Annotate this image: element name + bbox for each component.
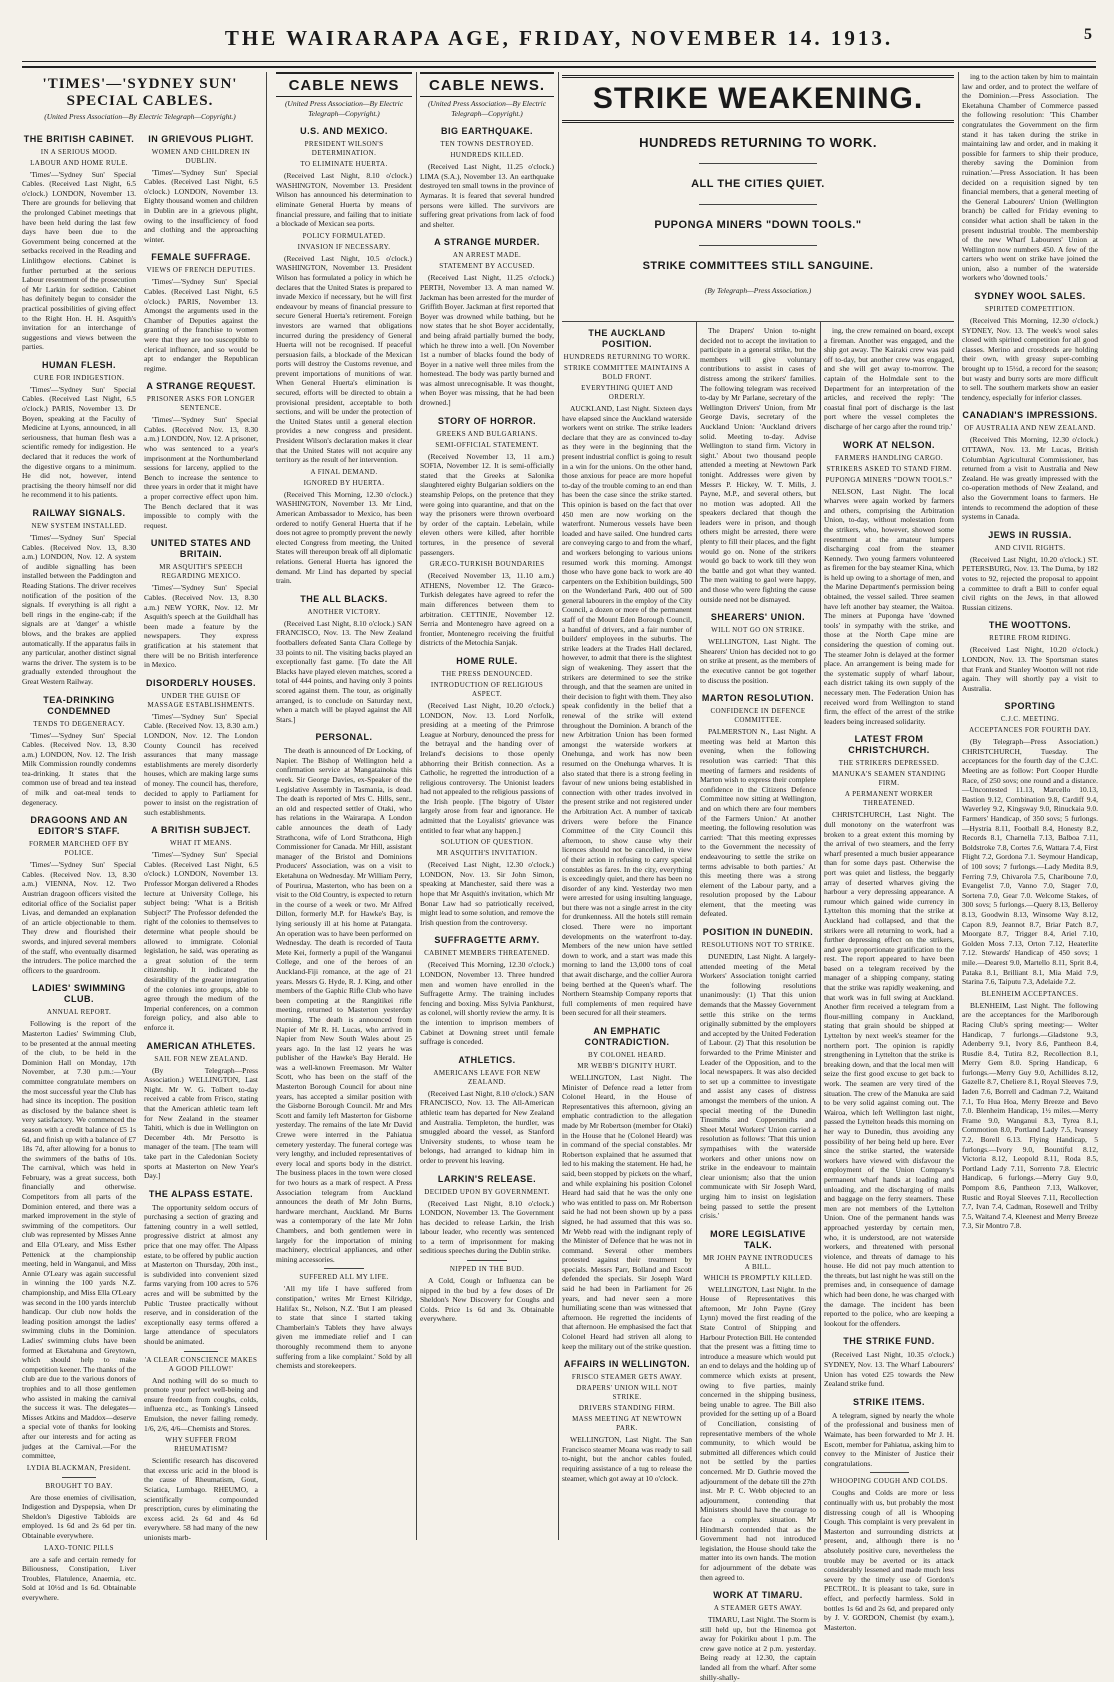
article-body: WELLINGTON, Last Night. The Minister of Defence read a letter from Colonel Heard, in the House of Representatives this afternoon, giving an emphatic contradiction to the allegation made by Mr Robertson (member for Otaki) in the House that he (Colonel Heard) was in command of the special constables. Mr Robertson explained that he assumed that led to his making the statement. He had, he said, been stopped by pickets on the wharf, and while explaining his position Colonel Heard had said that he was the only one who was entitled to pass on. Mr Robertson said he had not been shown up by a pass signed, he had assumed that this was so. Mr Webb read with the indignant reply of the Minister of Defence that he was not in command. Several other members protested against their treatment by specials. Messrs Parr, Bolland and Escott defended the specials. Sir Joseph Ward said he had been in Parliament for 26 years, and had never seen a more humiliating scene than was witnessed that afternoon. He regretted the incidents of that afternoon. He emphasised the fact that Colonel Heard had striven all along to keep the military out of the strike question. [562,1073,692,1351]
article-headline: CANADIAN'S IMPRESSIONS. [962,410,1098,421]
article-headline: STORY OF HORROR. [437,415,537,426]
article-body: 'Times'—'Sydney Sun' Special Cable. (Received Nov. 13, 8.30 a.m.) LONDON, Nov. 12. The London County Council has received assurances that many massage establishments are merely disorderly houses, which are making large sums of money. The council has, therefore, decided to apply to Parliament for power to insist on the registration of such establishments. [144,711,258,817]
article-headline: RAILWAY SIGNALS. [32,508,126,518]
credit-line: (United Press Association—By Electric Telegraph—Copyright.) [44,112,236,121]
article-body: (Received Last Night, 12.30 o'clock.) LONDON, Nov. 13. Sir John Simon, speaking at Manchester, said there was a hope that Mr Asquith's invitation, which Mr Bonar Law had so patriotically received, might lead to some solution, and remove the Irish question from the controversy. [420,860,554,927]
divider [699,245,817,246]
article-subhead: BLENHEIM ACCEPTANCES. [981,989,1079,998]
article-subhead: MR ASQUITH'S INVITATION. [436,849,538,858]
article-headline: ATHLETICS. [458,1054,516,1065]
article-headline: POSITION IN DUNEDIN. [702,927,814,938]
article-subhead: EVERYTHING QUIET AND ORDERLY. [581,384,673,401]
twin-columns [22,126,258,1606]
article-subhead: POLICY FORMULATED. [302,231,386,240]
article-subhead: NEW SYSTEM INSTALLED. [31,522,127,530]
section-header: 'TIMES'—'SYDNEY SUN' SPECIAL CABLES. [42,76,238,109]
article-subhead: C.J.C. MEETING. [1000,715,1060,724]
article-headline: A BRITISH SUBJECT. [151,825,251,836]
article-subhead: RESOLUTIONS NOT TO STRIKE. [701,941,815,950]
section-header: CABLE NEWS [276,72,412,97]
strike-title: STRIKE WEAKENING. [592,82,924,115]
article-headline: UNITED STATES AND BRITAIN. [150,538,252,560]
article-subhead: FRISCO STEAMER GETS AWAY. [571,1373,683,1382]
article-body: (Received Last Night, 8.10 o'clock.) SAN FRANCISCO, Nov. 13. The All-American athletic team has departed for New Zealand and Australia. Templeton, the hurdler, was smuggled aboard the vessel, as Stanford University students, to whose team he belongs, had arranged to kidnap him in order to prevent his leaving. [420,1088,554,1165]
article-subhead: PRISONER ASKS FOR LONGER SENTENCE. [146,395,256,413]
section-header: CABLE NEWS. [420,72,554,97]
article-subhead: MANUKA'S SEAMEN STANDING FIRM. [832,770,946,788]
article-subhead: CURE FOR INDIGESTION. [33,373,125,382]
article-subhead: FORMER MARCHED OFF BY POLICE. [28,840,129,858]
article-body: WELLINGTON, Last Night. The San Francisco steamer Moana was ready to sail to-night, but the anchor cables fouled, requiring assistance of a tug to release the steamer, which got away at 10 o'clock. [562,1435,692,1483]
divider [62,1477,96,1478]
article-headline: U.S. AND MEXICO. [300,126,388,137]
article-subhead: IGNORED BY HUERTA. [303,478,385,487]
article-headline: SPORTING [1004,701,1056,712]
credit-line: (United Press Association—By Electric Telegraph—Copyright.) [427,99,547,118]
article-subhead: CONFIDENCE IN DEFENCE COMMITTEE. [710,707,806,725]
article-body: (Received Last Night, 8.10 o'clock.) LONDON, November 13. The Government has decided to release Larkin, the Irish labour leader, who recently was sentenced to a term of imprisonment for making seditious speeches during the Dublin strike. [420,1198,554,1256]
article-subhead: BY COLONEL HEARD. [587,1051,667,1059]
article-body: WELLINGTON, Last Night. In the House of Representatives this afternoon, Mr John Payne (Grey Lynn) moved the first reading of the State Control of Shipping and Harbour Protection Bill. He contended that the present was a fitting time to introduce a measure which would put an end to delays and the holding up of commerce which exists at present, owing to five parties, mainly concerned in the shipping business, being unable to agree. The Bill also provided for the setting up of a Board of Conciliation, consisting of representative members of the whole community, to which would be submitted all differences which could not be settled by the parties concerned. Mr D. Guthrie moved the adjournment of the debate till the 27th inst. Mr P. C. Webb objected to an adjournment, contending that Ministers should have the courage to face a complex situation. Mr Hindmarsh contended that as the Government had not introduced legislation, the House should take the matter into its own hands. The motion for adjournment of the debate was then agreed to. [700,1284,817,1582]
ad-headline: 'A CLEAR CONSCIENCE MAKES A GOOD PILLOW!' [144,1355,258,1373]
article-body: AUCKLAND, Last Night. Sixteen days have elapsed since the Auckland waterside workers went on strike. The strike leaders declare that they are as convinced to-day as they were in the beginning that the present industrial conflict is going to result in a win for the unions. On the other hand, those anxious for peace are more hopeful to-day of the trouble coming to an end than has been the case since the strike started. This opinion is based on the fact that over 450 men are now working on the waterfront. Numerous vessels have been loaded and have sailed. One hundred carts are conveying cargo to and from the wharf, and workers belonging to various unions resumed work this morning. Amongst those who have gone back to work are 40 carpenters on the Exhibition buildings, 500 on the Wonderland Park, 400 out of 500 general labourers in the employ of the City Council, a dozen or more of the permanent staff of the Mount Eden Borough Council, a handful of drivers, and a fair number of builders' employees in the suburbs. The strike leaders at the Trades Hall declared, however, to admit that there is the slightest sign of weakening. They assert that the strikers are determined to see the strike through, and that the seamen are united in their decision to fight with them. They also speak confidently in the belief that a renewal of the strike will extend throughout the Dominion. A branch of the new Arbitration Union has been formed amongst the waterside workers at Onehunga, and work has now been resumed on the Onehunga wharves. It is also stated that there is a strong feeling in favour of new unions being established in connection with other trades involved in the present strike and not registered under the Arbitration Act. A number of taxicab drivers were before the Finance Committee of the City Council this afternoon, to show cause why their licences should not be cancelled, in view of their action in refusing to carry special constables as fares. In the city, everything is exceedingly quiet, and there has been no disorder of any kind. Yesterday two men were arrested for using insulting language, but there was not a single arrest in the city for drunkenness. All the hotels still remain closed. There were no important developments on the waterfront to-day. Members of the new union have settled down to work, and a start was made this morning to land the 13,000 tons of coal that await discharge, and the collier Aurora being berthed at the Queen's wharf. The Northern Steamship Company reports that full complements of men required have been secured for all their steamers. [562,404,692,1018]
ad-headline: BROUGHT TO BAY. [45,1481,113,1490]
article-subhead: TENDS TO DEGENERACY. [33,719,125,728]
article-signature: LYDIA BLACKMAN, President. [26,1463,132,1472]
article-body: 'Times'—'Sydney Sun' Special Cables. (Received Last Night, 6.5 o'clock.) PARIS, November 13. Amongst the arguments used in the Chamber of Deputies against the granting of the franchise to women were that they are too susceptible to clerical influence, and so would be apt to endanger the Republican regime. [144,277,258,373]
article-body: 'Times'—'Sydney Sun' Special Cables. (Received Nov. 13, 8.30 a.m.) LONDON, Nov. 12. A system of audible signalling has been installed between the Paddington and Reading Stations. The driver receives notification of the position of the signals. If everything is all right a bell rings in the engine-cab; if the signals are at 'danger' a whistle blows, and the brakes are applied automatically. If the apparatus fails in any particular, another distinct signal warns the driver. The system is to be gradually extended throughout the Great Western Railway. [22,533,136,686]
article-subhead: A STEAMER GETS AWAY. [713,1604,803,1613]
article-body: (Received Last Night, 10.5 o'clock.) WASHINGTON, November 13. President Wilson has formulated a policy in which he declares that the United States is prepared to invade Mexico if necessary, but he will first endeavour by means of financial pressure to secure General Huerta's retirement. Foreign investors are warned that obligations incurred during the presidency of General Huerta will not be recognised. If peaceful persuasion fails, a blockade of the Mexican ports will destroy the Customs revenue, and prevent importations of munitions of war. When General Huerta's elimination is secured, efforts will be directed to obtain a provisional president, acceptable to both sections, and will be under the protection of the United States until a general election provides a new congress and president. President Wilson's declaration makes it clear that the United States will not acquire any territory as the result of her intervention. [276,253,412,465]
divider [184,1351,218,1352]
article-body: (Received This Morning, 12.30 o'clock.) OTTAWA, Nov. 13. Mr Lucas, British Columbian Agricultural Commissioner, has returned from a visit to Australia and New Zealand. He was greatly impressed with the co-operation methods of New Zealand, and also the Government loans to farmers. He intends to recommend the adoption of these systems in Canada. [962,435,1098,522]
article-subhead: GRÆCO-TURKISH BOUNDARIES [429,560,545,569]
article-subhead: ANNUAL REPORT. [46,1008,112,1017]
article-body: PALMERSTON N., Last Night. A meeting was held at Marton this evening, when the following resolution was carried: 'That this meeting of farmers and residents of Marton wish to express their complete confidence in the Citizens Defence Committee now sitting at Wellington, and on which there are four members of the Farmers Union.' At another meeting, the following resolution was carried: 'That this meeting expresses to the Government the necessity of endeavouring to settle the strike on terms advisable to both parties.' At this meeting there was a strong element of the Labour party, and a resolution proposed by the Labour element, that the meeting was defeated. [700,727,816,919]
article-subhead: WILL NOT GO ON STRIKE. [711,626,805,635]
article-body: 'Times'—'Sydney Sun' Special Cables. (Received Last Night, 6.5 o'clock.) LONDON, November 13. Eighty thousand women and children in Dublin are in a grievous plight, owing to the insufficiency of food and clothing and the approaching winter. [144,167,258,244]
article-headline: BIG EARTHQUAKE. [440,126,533,137]
article-subhead: SOLUTION OF QUESTION. [440,838,534,847]
article-subhead: TEN TOWNS DESTROYED. [440,140,534,149]
divider [562,120,954,123]
article-headline: WORK AT NELSON. [843,439,935,450]
article-subhead: INVASION IF NECESSARY. [297,242,391,251]
page-number: 5 [1084,26,1092,43]
article-subhead: ACCEPTANCES FOR FOURTH DAY. [969,726,1091,735]
article-subhead: LABOUR AND HOME RULE. [30,158,128,167]
article-body: 'Times'—'Sydney Sun' Special Cables. (Received Nov. 13, 8.30 a.m.) LONDON, Nov. 12. A prisoner, who was sentenced to a year's imprisonment at the Northumberland sessions for larceny, applied to the Bench to increase the sentence to three years in order that it might have a proper corrective effect upon him. The Bench declared that it was impossible to comply with the request. [144,415,258,530]
article-subhead: ANOTHER VICTORY. [307,607,381,616]
article-subhead: AND CIVIL RIGHTS. [994,543,1066,552]
article-headline: THE ALL BLACKS. [300,593,388,604]
article-body: DUNEDIN, Last Night. A largely-attended meeting of the Metal Workers' Association tonight carried the following resolutions unanimously: (1) That this union demands that the Massey Government settle this strike on the terms originally submitted by the employers and accepted by the United Federation of Labour. (2) That this resolution be forwarded to the Prime Minister and Leader of the Opposition, and to the local newspapers. It was also decided to set up a committee to investigate and assist any cases of distress amongst the members of the union. A special meeting of the Dunedin Tinsmiths and Coppersmiths and Sheet Metal Workers' Union carried a resolution as follows: 'That this union sympathises with the waterside workers and other unions now on strike in the endeavour to maintain clear unionism; also that the union communicate with Sir Joseph Ward, urging him to insist on legislation being passed to settle the present crisis.' [700,952,816,1221]
column-rule [820,322,821,1540]
column-rule [958,72,959,1540]
article-subhead: SEMI-OFFICIAL STATEMENT. [435,440,539,449]
article-subhead: AMERICANS LEAVE FOR NEW ZEALAND. [433,1068,541,1086]
article-subhead: AN ARREST MADE. [452,251,522,260]
ad-body: A Cold, Cough or Influenza can be nipped in the bud by a few doses of Dr Sheldon's New Discovery for Coughs and Colds. Price 1s 6d and 3s. Obtainable everywhere. [420,1276,554,1324]
ad-headline: WHOOPING COUGH AND COLDS. [830,1477,948,1486]
column-rule [558,72,559,1540]
ad-body: And nothing will do so much to promote your perfect well-being and ensure freedom from coughs, colds, influenza etc., as Tonking's Linseed Emulsion, the never failing remedy. 1/6, 2/6, 4/6—Chemists and Stores. [144,1375,258,1433]
article-headline: STRIKE ITEMS. [852,1396,925,1407]
article-subhead: UNDER THE GUISE OF MASSAGE ESTABLISHMENTS. [147,691,255,709]
article-headline: SUFFRAGETTE ARMY. [434,935,540,946]
credit-line: (United Press Association—By Electric Telegraph—Copyright.) [284,99,404,118]
article-body: (Received Last Night, 10.20 o'clock.) LONDON, Nov. 13. Lord Norfolk, presiding at a meeting of the Primrose League at Norbury, denounced the press for the betrayal and the handing over of Ireland's decisions to those openly abhorring their British connection. As a Catholic, he regretted the introduction of a religious controversy. The Unionist leaders had not appealed to the religious passions of the Irish people. [The bigotry of Ulster largely arose from fear and ignorance. He admitted that the Loyalists' grievance was entitled to fear what any happen.] [420,700,554,835]
strike-subhead: PUPONGA MINERS "DOWN TOOLS." [654,219,862,231]
article-subhead: OF AUSTRALIA AND NEW ZEALAND. [964,424,1096,433]
divider [870,1472,909,1473]
article-body: (Received Last Night, 8.10 o'clock.) SAN FRANCISCO, Nov. 13. The New Zealand footballers defeated Santa Clara College by 33 points to nil. The visiting backs played an exceptionally fast game. [To date the All Blacks have played eleven matches, scored a total of 444 points, and having only 3 points scored against them. The tour, as originally arranged, is to conclude on Saturday next, when a match will be played against the All Stars.] [276,618,412,724]
article-body: A telegram, signed by nearly the whole of the professional and business men of Waimate, has been forwarded to Mr J. H. Escott, member for Pahiatua, asking him to convey to the Minister of Justice their congratulations. [824,1410,954,1468]
article-body: (Received Last Night, 11.25 o'clock.) LIMA (S.A.), November 13. An earthquake destroyed ten small towns in the province of Aymaras. It is feared that several hundred persons were killed. The survivors are suffering great privations from lack of food and shelter. [420,162,554,229]
article-subhead: DRIVERS STANDING FIRM. [578,1404,676,1413]
article-subhead: GREEKS AND BULGARIANS. [436,429,538,438]
divider [699,163,817,164]
article-body: (Received November 13, 11.10 a.m.) ATHENS, November 12. The Græco-Turkish delegates have agreed to refer the main differences between them to arbitration. CETTINJE, November 12. Serria and Montenegro have agreed on a frontier, Montenegro receiving the fruitful districts of the Metochia Sanjak. [420,571,554,648]
article-body: ing to the action taken by him to maintain law and order, and to protect the welfare of the Dominion.—Press Association. The Eketahuna Chamber of Commerce passed the following resolution: 'This Chamber congratulates the Government on the firm stand it has taken during the strike in maintaining law and order, and in making it possible for farmers to ship their produce, thereby saving the Dominion from ruination.'—Press Association. It has been decided on a requisition signed by ten financial members, that a general meeting of the General Labourers' Union (Wellington branch) be called for Friday evening to consider what action shall be taken in the present industrial trouble. The membership of the new Wharf Labourers' Union at Wellington now numbers 450. A few of the carters who went on strike have joined the union, also a number of the waterside workers who 'downed tools.' [962,72,1098,283]
column-rule [696,322,697,1540]
article-headline: THE AUCKLAND POSITION. [588,328,666,349]
article-headline: LATEST FROM CHRISTCHURCH. [848,734,930,756]
article-subhead: DECIDED UPON BY GOVERNMENT. [424,1187,550,1196]
subcolumn-left [22,126,136,1606]
strike-subhead: STRIKE COMMITTEES STILL SANGUINE. [642,260,874,272]
article-subhead: MASS MEETING AT NEWTOWN PARK. [572,1415,682,1433]
article-body: 'Times'—'Sydney Sun' Special Cables. (Received Nov. 13, 8.30 a.m.) NEW YORK, Nov. 12. Mr Asquith's speech at the Guildhall has been made a feature by the newspapers. They express gratification at his statement that there will be no British interference in Mexico. [144,583,258,670]
article-body: (Received This Morning, 12.30 o'clock.) WASHINGTON, November 13. Mr Lind, American Ambassador to Mexico, has been ordered to notify General Huerta that if he does not agree to promptly prevent the newly elected Congress from meeting, the United States will thereupon break off all diplomatic relations. General Huerta has ignored the demand. Mr Lind has departed by special train. [276,489,413,586]
article-body: The opportunity seldom occurs of purchasing a section of grazing and fattening country in a well settled, progressive district at almost any price that one may offer. The Alpass estate, to be offered by public auction at Masterton on Thursday, 20th inst., is subdivided into convenient sized farms varying from 100 acres to 576 acres and will be submitted by the Public Trustee practically without reserve, and in consideration of the exceptionally easy terms offered a large attendance of speculators should be animated. [144,1202,258,1346]
article-body: WELLINGTON, Last Night. The Shearers' Union has decided not to go on strike at present, as the members of the executive cannot be got together to discuss the position. [700,637,816,685]
article-headline: LARKIN'S RELEASE. [437,1173,537,1184]
article-headline: LADIES' SWIMMING CLUB. [32,983,126,1005]
article-subhead: TO ELIMINATE HUERTA. [300,160,388,169]
article-headline: THE STRIKE FUND. [843,1336,935,1347]
article-body: The Drapers' Union to-night decided not to accept the invitation to participate in a general strike, but the members will give voluntary contributions to assist in cases of distress among the strikers' families. The following telegram was received to-day by Mr Parlane, secretary of the Wellington Drivers' Union, from Mr George Davis, secretary of the Auckland Union: 'Auckland drivers solid. Meeting to-day. Advise Wellington to stand firm. Victory in sight.' About two thousand people attended a meeting at Newtown Park tonight. Addresses were given by Messrs P. Hickey, W. T. Mills, J. Payne, M.P., and several others, but no motion was adopted. All the speakers declared that though the leaders were in prison, and though others might be arrested, there were plenty to fill their places, and the fight would go on. None of the strikers would go back to work till they won the battle and got what they wanted. The men waiting to gaol were happy, and those who were fighting the cause outside need not be dismayed. [700,326,816,604]
article-body: 'Times'—'Sydney Sun' Special Cables. (Received Last Night, 6.5 o'clock.) LONDON, November 13. There are grounds for believing that the prolonged Cabinet meetings that have been held during the last few days have been due to the Government being concerned at the setbacks received in the Reading and Linlithgow elections. Cabinet is further perturbed at the serious Labour resentment of the prosecution of Mr Larkin for sedition. Cabinet has definitely begun to consider the practical possibilities of giving effect to the Right Hon. H. H. Asquith's invitation for an interchange of suggestions and views between the parties. [22,169,136,352]
article-subhead: WHICH IS PROMPTLY KILLED. [703,1273,813,1282]
strike-subhead: ALL THE CITIES QUIET. [691,178,825,190]
credit-line: (By Telegraph—Press Association.) [704,286,812,295]
article-body: (Received This Morning, 12.30 o'clock.) LONDON, November 13. Three hundred men and women have enrolled in the Suffragette Army. The training includes fencing and boxing. Miss Sylvia Pankhurst, as colonel, will shortly review the army. It is the intention to imprison members of Cabinet at Downing street until female suffrage is conceded. [420,960,554,1047]
article-headline: JEWS IN RUSSIA. [988,529,1072,540]
article-headline: WORK AT TIMARU. [713,1590,803,1601]
ad-headline: WHY SUFFER FROM RHEUMATISM? [165,1436,237,1454]
article-headline: SHEARERS' UNION. [710,612,806,623]
divider [467,1260,507,1261]
article-body: (Received This Morning, 12.30 o'clock.) SYDNEY, Nov. 13. The week's wool sales closed with spirited competition for all good classes. Merino and crossbreds are holding their own, with greasy super-combing brought up to 15½d, a record for the season; but wasty and burry sorts are more difficult to sell. The southern markets show an easier tendency, especially for inferior classes. [962,316,1098,402]
column-rule [266,72,267,1540]
article-headline: FEMALE SUFFRAGE. [151,252,251,263]
column-cable-news-2 [420,72,554,1540]
column-rule [416,72,417,1540]
article-headline: HUMAN FLESH. [42,359,116,370]
ad-headline: LAXO-TONIC PILLS [44,1543,114,1552]
article-body: 'Times'—'Sydney Sun' Special Cables. (Received Nov. 13, 8.30 a.m.) LONDON, Nov. 12. The Irish Milk Commission roundly condemns tea-drinking. It states that the common use of bread and tea instead of milk and oat-meal tends to degeneracy. [22,730,136,807]
article-subhead: PUPONGA MINERS "DOWN TOOLS." [825,475,953,484]
article-headline: THE WOOTTONS. [988,620,1072,631]
strike-subhead: HUNDREDS RETURNING TO WORK. [639,135,877,150]
article-subhead: STATEMENT BY ACCUSED. [439,262,535,271]
strike-headline-block [562,72,954,322]
column-cable-news-1 [276,72,412,1540]
article-body: (Received Last Night, 10.20 o'clock.) ST. PETERSBURG, Nov. 13. The Duma, by 182 votes to 92, rejected the proposal to appoint a committee to draft a Bill to confer equal civil rights on the Jews, in that allowed Russian citizens. [962,554,1098,612]
article-headline: AN EMPHATIC CONTRADICTION. [584,1026,670,1047]
article-subhead: RETIRE FROM RIDING. [989,634,1071,643]
article-headline: IN GRIEVOUS PLIGHT. [148,133,254,144]
article-headline: PERSONAL. [315,732,373,743]
article-subhead: PRESIDENT WILSON'S DETERMINATION. [304,140,384,158]
article-body: TIMARU, Last Night. The Storm is still held up, but the Hinemoa got away for Pokiriku about 1 p.m. The crew gave notice at 2 p.m. yesterday. Being ready at 12.30, the captain landed all from the wharf. After some shilly-shally- [700,1615,816,1682]
article-body: (Received Last Night, 11.25 o'clock.) PERTH, November 13. A man named W. Jackman has been arrested for the murder of Griffith Boyer. Jackman at first reported that Boyer was drowned while bathing, but he now states that he shot Boyer accidentally, and being afraid partially burned the body, which he threw into a well. [On November 1st a number of blacks found the body of Boyer in a native well three miles from the homestead. The body was partly burned and was almost unrecognisable. It was thought, when Boyer was missing, that he had been drowned.] [420,273,554,408]
column-strike-3 [824,326,954,1632]
article-subhead: CABINET MEMBERS THREATENED. [424,949,550,958]
ad-body: are a safe and certain remedy for Biliousness, Constipation, Liver Troubles, Flatulence, Anaemia, etc. Sold at 10½d and 1s 6d. Obtainable everywhere. [22,1554,136,1603]
article-body: (Received November 13, 11 a.m.) SOFIA, November 12. It is semi-officially stated that the Greeks at Salonika slaughtered eighty Bulgarian soldiers on the steamship Pelops, on the pretence that they were going into quarantine, and that on the way the prisoners were thrown overboard by order of the captain. Lebelain, while eleven others were killed, after horrible tortures, in the presence of several passengers. [420,451,554,557]
article-subhead: THE PRESS DENOUNCED. [441,669,533,678]
article-body: The death is announced of Dr Locking, of Napier. The Bishop of Wellington held a confirmation service at Mangatainoka this week. Sir George Davies, ex-Speaker of the Legislative Assembly in Tasmania, is dead. The death is reported of Mrs C. Hills, senr., an old and respected settler of Otaki, who has relations in the Wairarapa. A London cable announces the death of Lady Strathcona, wife of Lord Strathcona, High Commissioner for Canada. Mr Hill, assistant manager of the Bristol and Dominions Producers' Association, was on a visit to Eketahuna on Wednesday. Mr William Perry, of Pourirua, Masterton, who has been on a visit to the Old Country, is expected to return in the course of a week or two. Mr Alfred Dillon, formerly M.P. for Hawke's Bay, is lying seriously ill at his home at Patangata. An operation was to have been performed on Wednesday. The death is recorded of Tauta Mete Kei, formerly a pupil of the Wanganui College, and one of the heroes of an Auckland-Fiji romance, at the age of 21 years. Messrs G. Hyde, R. J. King, and other members of the Gaphic Rifle Club who have been competing at the Rangitikei rifle meeting, returned to Masterton yesterday morning. The death is announced from Napier of Mr R. H. Lucas, who arrived in Napier from New South Wales about 25 years ago. In the last 12 years he was publisher of the Hawke's Bay Herald. He was a well-known Freemason. Mr Walter Scott, who has been on the staff of the Masterton Borough Council for about nine years, has accepted a similar position with the Gisborne Borough Council. Mr and Mrs Scott and family left Masterton for Gisborne yesterday. The remains of the late Mr David Crewe were interred in the Pahiatua cemetery yesterday. The funeral cortege was very lengthy, and included representatives of every local and sports body in the district. The business places in the town were closed for two hours as a mark of respect. A Press Association telegram from Auckland announces the death of Mr John Burns, hardware merchant, Auckland. Mr Burns was a contemporary of the late Mr John Chambers, and both gentlemen were in largely for the importation of mining machinery, electrical appliances, and other mining accessories. [276,746,412,1264]
article-subhead: WOMEN AND CHILDREN IN DUBLIN. [151,147,251,165]
article-headline: THE BRITISH CABINET. [23,133,135,144]
article-subhead: A FINAL DEMAND. [310,467,378,476]
article-headline: A STRANGE MURDER. [434,237,540,248]
divider [324,1268,365,1269]
article-headline: DRAGOONS AND AN EDITOR'S STAFF. [30,815,128,837]
article-body: 'Times'—'Sydney Sun' Special Cables. (Received Last Night, 6.5 o'clock.) PARIS, November 13. Dr Boyen, speaking at the Faculty of Medicine at Lyons, announced, in all seriousness, that human flesh was a scientific remedy for indigestion. He declared that it reduces the work of the digestive organs to a minimum. He did not, however, intend practising the theory himself nor did he recommend it to his patients. [22,384,136,500]
article-subhead: IN A SERIOUS MOOD. [40,147,118,156]
article-subhead: VIEWS OF FRENCH DEPUTIES. [146,266,256,275]
masthead-title: THE WAIRARAPA AGE, FRIDAY, NOVEMBER 14. 1913. [224,26,894,50]
article-headline: THE ALPASS ESTATE. [148,1188,254,1199]
article-subhead: FARMERS HANDLING CARGO. [834,453,944,462]
column-general-news [962,72,1098,1540]
divider [562,75,954,78]
article-headline: A STRANGE REQUEST. [146,381,256,392]
column-strike-2 [700,326,817,1682]
article-body: (Received Last Night, 10.35 o'clock.) SYDNEY, Nov. 13. The Wharf Labourers' Union has voted £25 towards the New Zealand strike fund. [824,1350,954,1389]
article-subhead: DRAPERS' UNION WILL NOT STRIKE. [576,1384,678,1402]
column-strike-1 [562,326,692,1540]
article-headline: HOME RULE. [456,655,518,666]
article-subhead: STRIKERS ASKED TO STAND FIRM. [826,464,952,473]
article-headline: AMERICAN ATHLETES. [146,1040,256,1051]
article-subhead: MR WEBB'S DIGNITY HURT. [577,1062,677,1070]
article-body: (Received Last Night, 10.20 o'clock.) LONDON, Nov. 13. The Sportsman states that Frank and Stanley Wootton will not ride again. They will shortly pay a visit to Australia. [962,645,1098,693]
article-headline: AFFAIRS IN WELLINGTON. [563,1359,691,1370]
article-subhead: MR ASQUITH'S SPEECH REGARDING MEXICO. [159,563,243,581]
article-subhead: A PERMANENT WORKER THREATENED. [844,790,934,808]
article-body: NELSON, Last Night. The local wharves were again worked by farmers and others, comprising the Arbitration Union, to-day, without molestation from the strikers, who, however, showed some resentment at the amateur lumpers discharging coal from the steamer Kennedy. Two young farmers volunteered as firemen for the bay steamer Kina, which is held up owing to a shortage of men, and the Marine Department's permission being obtained, the vessel sailed. Three seamen have left another bay steamer, the Waitoa. The miners at Puponga have 'downed tools' in sympathy with the strike, and those at the North Cape mine are considering the question of coming out. The steamer John is delayed at the former place. An arrangement is being made for the systematic supply of wharf labour, each district taking its own supply of the necessary men. The Federation Union has received word from Wellington to stand firm, the effect of the arrest of the strike leaders being increased solidarity. [824,486,954,726]
article-body: ing, the crew remained on board, except a fireman. Another was engaged, and the ship got away. The Kairaki crew was paid off to-day, but another crew was engaged, and she will get away to-morrow. The captain of the Holmdale sent to the Department for an interpretation of the articles, and received the reply: 'The coastal final port of discharge is the last port where the vessel completes the discharge of her cargo after the round trip.' [824,326,954,431]
article-subhead: WHAT IT MEANS. [170,839,232,848]
article-body: (By Telegraph—Press Association.) CHRISTCHURCH, Tuesday. The acceptances for the fourth day of the C.J.C. Meeting are as follow: Port Cooper Hurdle Race, of 250 sovs; one round and a distance.—Uncontested 11.13, Marcello 10.13, Bastion 9.12, Combination 9.8, Cardiff 9.4, Waverley 9.2, Kingsway 9.0, Rinuckaia 9.0. Farmers' Handicap, of 350 sovs; 5 furlongs.—Hystria 8.11, Football 8.4, Honesty 8.2, Records 8.1, Charnella 7.13, Balboa 7.11, Boldstroke 7.8, Cortes 7.6, Wattara 7.4, First Flight 7.2, Gordona 7.1. Seymour Handicap, of 100 sovs; 7 furlongs.—Lady Medita 8.9, Ferring 7.9, Chivarola 7.5, Chariboune 7.0, Evangelist 7.0, Vanno 7.0, Stager 7.0, Sortena 7.0, Gear 7.0. Welcome Stakes, of 300 sovs; 5 furlongs.—Query 8.13, Belleroy 8.13, Goodwin 8.13, Winsome Way 8.12, Capon 8.9, Jeannot 8.7, Briar Patch 8.7, Moorgate 8.7, Trigger 8.4, Ariel 7.10, Golden Moss 7.13, Orton 7.12, Heaterlite 7.12. Stewards' Handicap of 450 sovs; 1 mile.—Dearest 9.0, Martello 8.11, Sprit 8.4, Pataka 8.1, Brilliant 8.1, Mia Maid 7.9, Starina 7.6, Taiputu 7.3, Adelaide 7.2. [962,737,1098,987]
article-headline: MARTON RESOLUTION. [701,693,815,704]
ad-body: Are those enemies of civilisation, Indigestion and Dyspepsia, when Dr Sheldon's Digestive Tabloids are employed. 1s 6d and 2s 6d per tin. Obtainable everywhere. [22,1492,136,1541]
article-subhead: MR JOHN PAYNE INTRODUCES A BILL. [702,1253,814,1271]
masthead [22,22,1096,68]
article-body: 'Times'—'Sydney Sun' Special Cables. (Received Nov. 13, 8.30 a.m.) VIENNA, Nov. 12. Two Austrian dragoon officers visited the editorial office of the Socialist paper Livas, and demanded an explanation of an article objectionable to them. They drew and flourished their swords, and injured several members of the staff, who eventually disarmed the intruders. The police marched the officers to the guardroom. [22,860,136,975]
article-headline: MORE LEGISLATIVE TALK. [710,1228,806,1250]
article-subhead: STRIKE COMMITTEE MAINTAINS A BOLD FRONT. [564,364,690,381]
article-subhead: INTRODUCTION OF RELIGIOUS ASPECT. [430,680,544,698]
article-subhead: HUNDREDS RETURNING TO WORK. [563,353,691,361]
article-headline: DISORDERLY HOUSES. [145,677,257,688]
masthead-rule [22,61,1096,62]
article-body: BLENHEIM, Last Night. The following are the acceptances for the Marlborough Racing Club's spring meeting:— Welter Handicap, 7 furlongs.—Gladstone 9.3, Adenberry 9.1, Ivory 8.6, Pantheon 8.4, Rusdie 8.4, Tutira 8.2, Recollection 8.1, Merry Gem 8.0. Spring Handicap, 6 furlongs.—Merry Guy 9.0, Achillides 8.12, Gazelle 8.7, Cheliere 8.1, Royal Sleeves 7.9, Iaden 7.6, Borrell and Cadman 7.2, Waitand 7.1, To Hua Hoa, Merry Breeze and Bevo 7.0. Blenheim Handicap, 1½ miles.—Merry Frame 9.0, Wanganui 8.3, Tyrea 8.1, Commotion 8.0, Portland Lady 7.5, Ivansey 7.2, Borell 6.13. Flying Handicap, 5 furlongs.—Ivory 9.0, Bountiful 8.12, Victoria 8.12, Leopold 8.11, Roda 8.5, Portland Lady 7.11, Sorrento 7.8. Electric Handicap, 6 furlongs.—Merry Guy 9.0, Pompom 8.6, Pantheon 7.13, Walkover, Rustic and Royal Sleeves 7.11, Recollection 7.7, Ivan 7.4, Cadman, Rosewell and Trilby 7.5, Waitand 7.4, Kleenest and Merry Breeze 7.3, Sir Montro 7.8. [962,1000,1098,1231]
article-subhead: SPIRITED COMPETITION. [984,305,1076,314]
article-subhead: SAIL FOR NEW ZEALAND. [154,1054,248,1063]
ad-body: Scientific research has discovered that excess uric acid in the blood is the cause of Rheumatism, Gout, Sciatica, Lumbago. RHEUMO, a scientifically compounded prescription, cures by eliminating the excess acid. 2s 6d and 4s 6d everywhere. 58 had many of the new unionists marb- [144,1456,258,1542]
column-times-sydney-sun [22,72,258,1603]
article-headline: TEA-DRINKING CONDEMNED [43,694,115,716]
subcolumn-right [144,126,258,1606]
article-body: Following is the report of the Masterton Ladies' Swimming Club, to be presented at the annual meeting of the club, to be held in the Dominion Hall on Monday, 17th November, at 7.30 p.m.:—Your committee congratulate members on the most successful year the Club has had since its inception. The position as disclosed by the balance sheet is very satisfactory. We commenced the season with a credit balance of £5 1s 6d, and finish up with a balance of £7 18s 7d, after allowing for a bonus to the swimmers of the baths of 10s. The carnival, which was held in February, was a great success, both financially and otherwise. Competitors from all parts of the Dominion entered, and there was a marked improvement in the style of swimming of the competitors. Our club was represented by Misses Anne and Ella O'Leary, and Miss Esther Pettenick at the championship meeting, held in Wanganui, and Miss Annie O'Leary was again successful in winning the 100 yards N.Z. championship, and Miss Ella O'Leary was second in the 100 yards interclub handicap. Our club now holds the leading position amongst the ladies' swimming clubs in the Dominion. Ladies' swimming clubs have been formed at Eketahuna and Greytown, which should help to make competition keener. The thanks of the club are due to the various donors of trophies and to all those gentlemen who assisted in making the carnival the success it was. The delegates—Misses Atkins and Maddox—deserve a special vote of thanks for looking after our interests and for acting as judges at the Carnival.—For the committee, [22,1019,136,1461]
ad-body: Coughs and Colds are more or less continually with us, but probably the most distressing cough of all is Whooping Cough. This complaint is very prevalent in Masterton and surrounding districts at present, and, although there is no absolutely positive cure, nevertheless the trouble may be averted or its attack considerably lessened and made much less severe by the timely use of Gordon's PECTROL. It is pleasant to take, sure in effect, and perfectly harmless. Sold in bottles 1s 6d and 2s 6d, and prepared only by J. V. GORDON, Chemist (by exam.), Masterton. [824,1488,954,1632]
article-body: (By Telegraph—Press Association.) WELLINGTON, Last Night. Mr W. G. Tolbert to-day received a cable from Frisco, stating that the American athletic team left for New Zealand in the steamer Tahiti, which is due in Wellington on December 4th. Mr Persotto is manager of the team. [The team will take part in the Caledonian Society sports at Masterton on New Year's Day.] [144,1065,258,1181]
ad-headline: NIPPED IN THE BUD. [449,1265,525,1274]
ad-body: 'All my life I have suffered from constipation,' writes Mr Ernest Kilridge, Halifax St., Nelson, N.Z. 'But I am pleased to state that since I started taking Chamberlain's Tablets they have always given me immediate relief and I can thoroughly recommend them to anyone suffering from a like complaint.' Sold by all chemists and storekeepers. [276,1284,412,1371]
ad-headline: SUFFERED ALL MY LIFE. [299,1273,389,1282]
article-body: CHRISTCHURCH, Last Night. The dull monotony on the waterfront was broken to a great extent this morning by the arrival of two steamers, and the ferry wharf presented a much busier appearance than for some days past. Otherwise the port was quiet and listless, the beggarly array of deserted wharves giving the harbour a very depressing appearance. A rumour which gained wide currency in Lyttelton this morning that the strike at Auckland had collapsed, and that the strikers were all returning to work, had a further depressing effect on the strikers, and gave proportionate gratification to the rest. The report appeared to have been based on a telegram received by the manager of a shipping company, stating that the strike was rapidly weakening, and that work was in full swing at Auckland. Another firm received a telegram from a flour-milling company in Auckland, stating that grain should be shipped at Lyttelton by next week's steamer for the northern port. The opinion is rapidly strengthening in Lyttelton that the strike is breaking down, and that the local men will seize the first good excuse to get back to work. The seamen are very tired of the situation. The crew of the Manuka are said to be very solid against coming out. The Wairoa, which left Wellington last night, passed the Lyttelton heads this morning on her way to Dunedin, thus avoiding any possibility of her being held up here. Ever since the strike started, the waterside workers have viewed with disfavour the employment of the Union Company's permanent wharf hands at loading and unloading, and the discharging of mails and baggage on the ferry steamers. These men are not members of the Lyttelton Union. One of the permanent hands was approached yesterday by certain men, who, it is understood, are not waterside workers, and threatened with personal violence, and threats of damage to his house. He did not pay much attention to the threats, but last night he was still on the premises and, in consequence of damage which had been done, he was charged with the damage. The incident has been reported to the police, who are keeping a lookout for the offenders. [824,810,954,1328]
article-body: (Received Last Night, 8.10 o'clock.) WASHINGTON, November 13. President Wilson has announced his determination to eliminate General Huerta by means of financial pressure, and failing that to initiate a blockade of Mexican sea ports. [276,171,412,229]
article-subhead: THE STRIKERS DEPRESSED. [838,759,940,768]
article-subhead: HUNDREDS KILLED. [450,151,524,160]
article-body: 'Times'—'Sydney Sun' Special Cables. (Received Last Night, 6.5 o'clock.) LONDON, November 13. Professor Morgan delivered a Rhodes lecture at University College, his subject being: 'What is a British Subject?' The Professor defended the right of the colonies to themselves to determine what people should be allowed to immigrate. Colonial legislation, he said, was operating as a great solution of the term citizenship. It indicated the desirability of the greater integration of the colonies into groups, able to agree through the medium of the Imperial conferences, on a common foreign policy, and also able to enforce it. [144,850,258,1032]
article-headline: SYDNEY WOOL SALES. [974,291,1086,302]
divider [699,204,817,205]
